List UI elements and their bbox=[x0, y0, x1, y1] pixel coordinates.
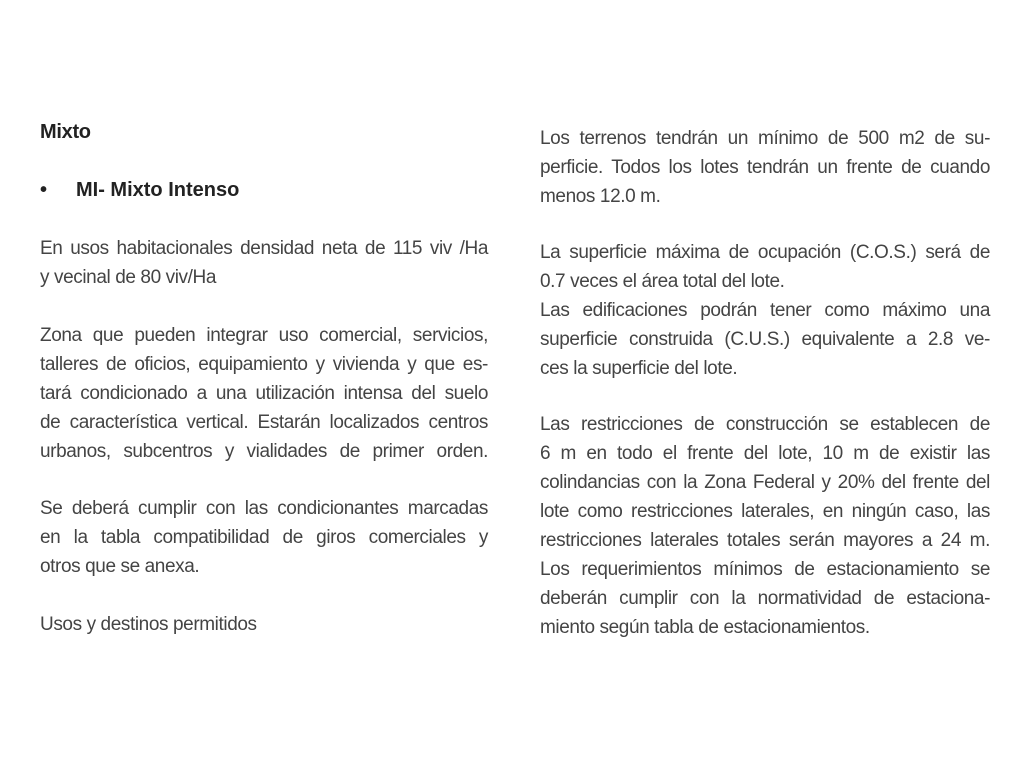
paragraph-permitted-uses bbox=[40, 610, 488, 639]
text-line: Se deberá cumplir con las condicionantes marcadas bbox=[40, 498, 488, 519]
text-line: 6 m en todo el frente del lote, 10 m de existir las bbox=[540, 443, 990, 464]
text-line: superficie construida (C.U.S.) equivalente a 2.8 ve- bbox=[540, 329, 990, 350]
paragraph-restrictions bbox=[540, 410, 990, 642]
text-line: Zona que pueden integrar uso comercial, servicios, bbox=[40, 325, 488, 346]
text-line: Los requerimientos mínimos de estacionamiento se bbox=[540, 559, 990, 580]
text-line: y vecinal de 80 viv/Ha bbox=[40, 267, 217, 288]
text-line: Los terrenos tendrán un mínimo de 500 m2 de su- bbox=[540, 128, 990, 149]
paragraph-lot-size bbox=[540, 124, 990, 211]
text-line: otros que se anexa. bbox=[40, 556, 200, 577]
text-line: en la tabla compatibilidad de giros comerciales y bbox=[40, 527, 488, 548]
text-line: ces la superficie del lote. bbox=[540, 358, 738, 379]
text-line: menos 12.0 m. bbox=[540, 186, 661, 207]
text-line: talleres de oficios, equipamiento y vivienda y que es- bbox=[40, 354, 488, 375]
text-line: restricciones laterales totales serán mayores a 24 m. bbox=[540, 530, 990, 551]
paragraph-density bbox=[40, 234, 488, 292]
text-line: tará condicionado a una utilización intensa del suelo bbox=[40, 383, 488, 404]
text-line: En usos habitacionales densidad neta de 115 viv /Ha bbox=[40, 238, 488, 259]
subsection-title: MI- Mixto Intenso bbox=[76, 179, 240, 201]
bullet-icon: • bbox=[40, 179, 48, 201]
text-line: miento según tabla de estacionamientos. bbox=[540, 617, 870, 638]
paragraph-conditions bbox=[40, 494, 488, 581]
text-line: Las restricciones de construcción se establecen de bbox=[540, 414, 990, 435]
text-line: Usos y destinos permitidos bbox=[40, 614, 257, 635]
text-line: urbanos, subcentros y vialidades de primer orden. bbox=[40, 441, 488, 462]
paragraph-occupation bbox=[540, 238, 990, 383]
text-line: La superficie máxima de ocupación (C.O.S.) será de bbox=[540, 242, 990, 263]
text-line: perficie. Todos los lotes tendrán un frente de cuando bbox=[540, 157, 990, 178]
text-line: Las edificaciones podrán tener como máximo una bbox=[540, 300, 990, 321]
subsection-bullet-item bbox=[40, 179, 239, 202]
text-line: lote como restricciones laterales, en ningún caso, las bbox=[540, 501, 990, 522]
text-line: de característica vertical. Estarán localizados centros bbox=[40, 412, 488, 433]
text-line: deberán cumplir con la normatividad de estaciona- bbox=[540, 588, 990, 609]
section-title: Mixto bbox=[40, 121, 91, 143]
text-line: colindancias con la Zona Federal y 20% del frente del bbox=[540, 472, 990, 493]
paragraph-zone-description bbox=[40, 321, 488, 466]
text-line: 0.7 veces el área total del lote. bbox=[540, 271, 785, 292]
